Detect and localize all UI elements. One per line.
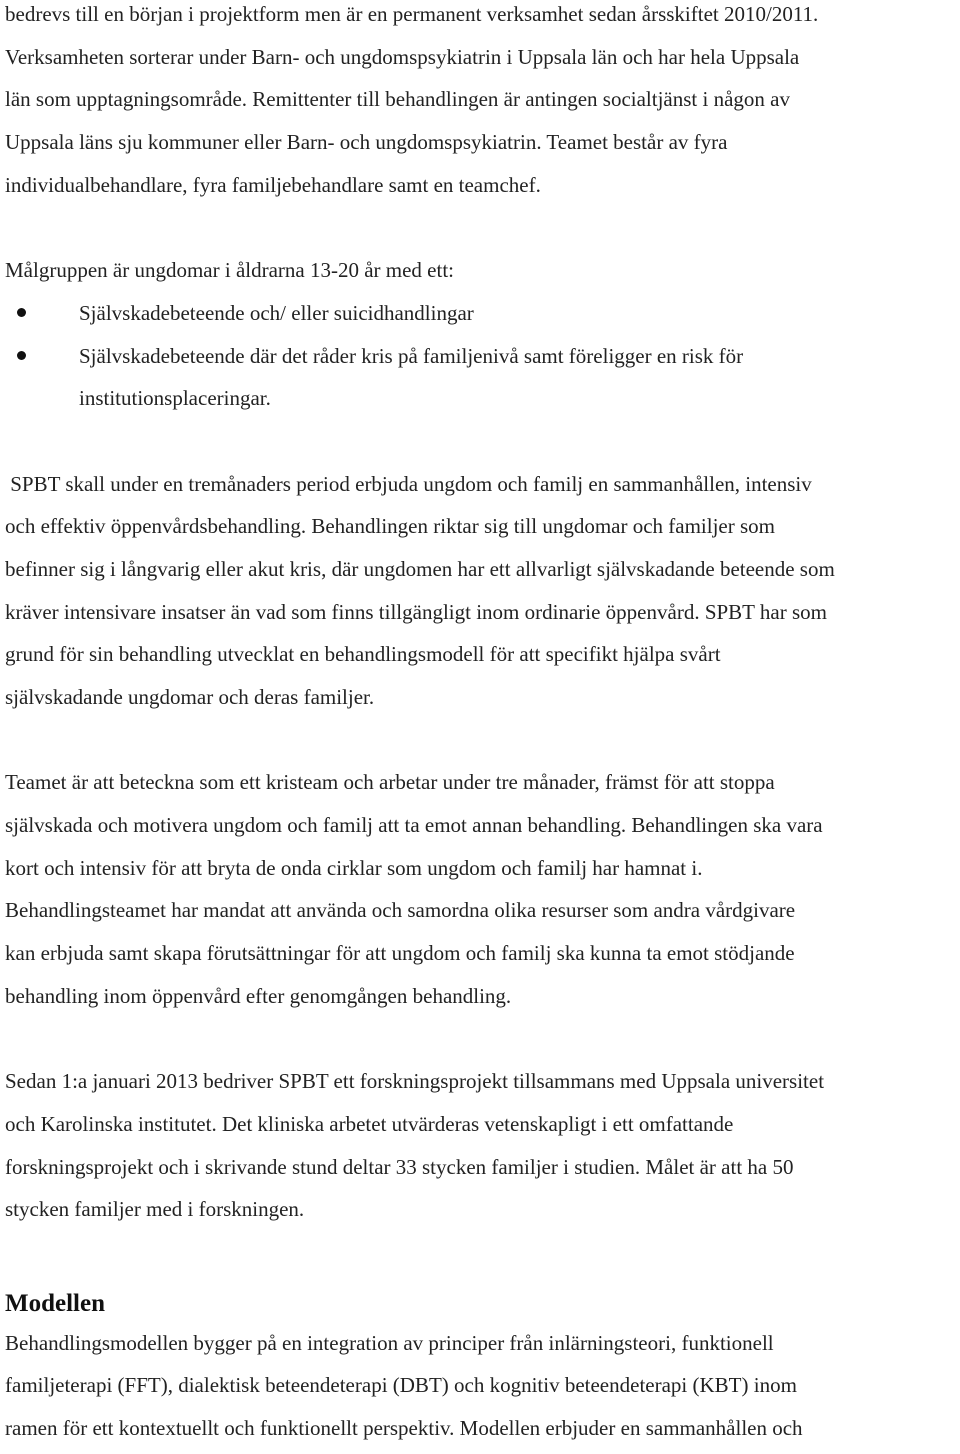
paragraph-target-group <box>5 249 960 292</box>
text-line: ramen för ett kontextuellt och funktionellt perspektiv. Modellen erbjuder en sammanhållen och <box>5 1416 803 1440</box>
text-line: Självskadebeteende och/ eller suicidhandlingar <box>79 300 474 325</box>
text-line: självskada och motivera ungdom och familj att ta emot annan behandling. Behandlingen ska vara <box>5 813 823 838</box>
text-line: och effektiv öppenvårdsbehandling. Behandlingen riktar sig till ungdomar och familjer som <box>5 514 776 539</box>
text-line: kan erbjuda samt skapa förutsättningar för att ungdom och familj ska kunna ta emot stödjande <box>5 941 795 966</box>
target-group-intro: Målgruppen är ungdomar i åldrarna 13-20 år med ett: <box>5 258 455 283</box>
text-line: grund för sin behandling utvecklat en behandlingsmodell för att specifikt hjälpa svårt <box>5 642 721 667</box>
text-line: självskadande ungdomar och deras familjer. <box>5 685 375 709</box>
paragraph-spacer <box>0 1231 960 1274</box>
target-group-list <box>0 292 960 420</box>
paragraph-crisis-team <box>5 761 960 1017</box>
text-line: Sedan 1:a januari 2013 bedriver SPBT ett forskningsprojekt tillsammans med Uppsala universitet <box>5 1069 825 1094</box>
paragraph-organization <box>5 0 960 206</box>
text-line: familjeterapi (FFT), dialektisk beteendeterapi (DBT) och kognitiv beteendeterapi (KBT) inom <box>5 1373 797 1398</box>
text-line: kort och intensiv för att bryta de onda cirklar som ungdom och familj har hamnat i. <box>5 855 703 880</box>
text-line: bedrevs till en början i projektform men är en permanent verksamhet sedan årsskiftet 2010/2011. <box>5 2 819 26</box>
text-line: individualbehandlare, fyra familjebehandlare samt en teamchef. <box>5 172 541 197</box>
text-line: behandling inom öppenvård efter genomgången behandling. <box>5 983 512 1008</box>
section-heading: Modellen <box>5 1289 105 1317</box>
paragraph-spacer <box>0 719 960 762</box>
paragraph-spacer <box>0 420 960 463</box>
text-line: stycken familjer med i forskningen. <box>5 1197 305 1222</box>
paragraph-spacer <box>0 206 960 249</box>
paragraph-treatment <box>5 463 960 719</box>
text-line: kräver intensivare insatser än vad som finns tillgängligt inom ordinarie öppenvård. SPBT har som <box>5 599 827 624</box>
text-line: Verksamheten sorterar under Barn- och ungdomspsykiatrin i Uppsala län och har hela Uppsala <box>5 44 800 69</box>
paragraph-model <box>5 1322 960 1450</box>
bullet-icon <box>17 308 26 317</box>
bullet-icon <box>17 351 26 360</box>
text-line: institutionsplaceringar. <box>79 386 271 411</box>
text-line: SPBT skall under en tremånaders period erbjuda ungdom och familj en sammanhållen, intensiv <box>5 471 812 496</box>
list-item <box>0 292 960 335</box>
text-line: Behandlingsteamet har mandat att använda och samordna olika resurser som andra vårdgivare <box>5 898 796 923</box>
paragraph-research <box>5 1060 960 1231</box>
text-line: och Karolinska institutet. Det kliniska arbetet utvärderas vetenskapligt i ett omfattande <box>5 1111 734 1136</box>
paragraph-spacer <box>0 1018 960 1061</box>
text-line: forskningsprojekt och i skrivande stund deltar 33 stycken familjer i studien. Målet är att ha 50 <box>5 1154 794 1179</box>
text-line: befinner sig i långvarig eller akut kris, där ungdomen har ett allvarligt självskadande beteende som <box>5 556 835 581</box>
text-line: Uppsala läns sju kommuner eller Barn- och ungdomspsykiatrin. Teamet består av fyra <box>5 130 728 155</box>
list-item <box>0 335 960 420</box>
text-line: Självskadebeteende där det råder kris på familjenivå samt föreligger en risk för <box>79 343 744 368</box>
text-line: Teamet är att beteckna som ett kristeam och arbetar under tre månader, främst för att stoppa <box>5 770 775 795</box>
text-line: län som upptagningsområde. Remittenter till behandlingen är antingen socialtjänst i någon av <box>5 87 790 112</box>
text-line: Behandlingsmodellen bygger på en integration av principer från inlärningsteori, funktionell <box>5 1330 774 1355</box>
